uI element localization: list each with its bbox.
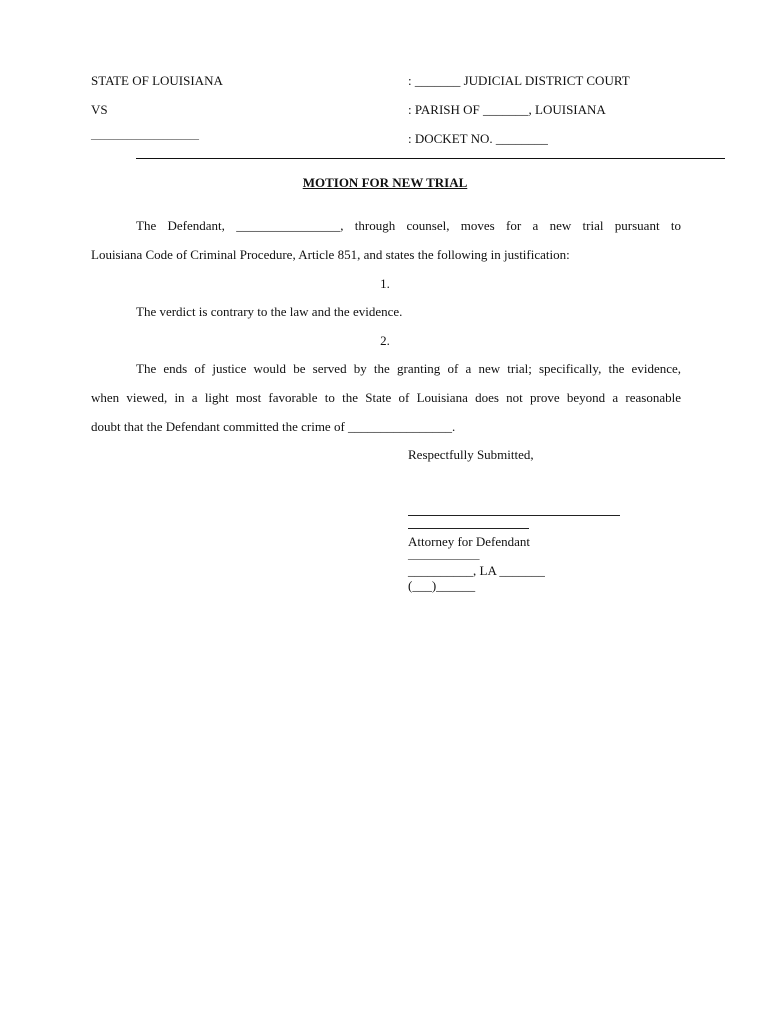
paragraph-number-2: 2. [380, 333, 390, 348]
document-title: MOTION FOR NEW TRIAL [302, 175, 468, 190]
address-city-state: __________, LA _______ [408, 563, 545, 578]
caption-docket: : DOCKET NO. ________ [408, 131, 548, 146]
caption-defendant-blank: ________________________ [91, 131, 199, 141]
point-1-text: The verdict is contrary to the law and the evidence. [136, 304, 403, 319]
address-street-blank: _____________ [408, 549, 480, 561]
caption-vs: VS [91, 102, 108, 117]
paragraph-number-1: 1. [380, 276, 390, 291]
point-2-line-2: when viewed, in a light most favorable to the State of Louisiana does not prove beyond a reasonable [91, 390, 681, 405]
signature-line [408, 515, 620, 516]
intro-line-1: The Defendant, ________________, through counsel, moves for a new trial pursuant to [136, 218, 681, 233]
caption-divider [136, 158, 725, 159]
point-2-line-3: doubt that the Defendant committed the crime of ________________. [91, 419, 456, 434]
closing-text: Respectfully Submitted, [408, 447, 534, 462]
attorney-role: Attorney for Defendant [408, 534, 531, 549]
caption-state: STATE OF LOUISIANA [91, 73, 223, 88]
caption-parish: : PARISH OF _______, LOUISIANA [408, 102, 606, 117]
attorney-name-line [408, 528, 529, 529]
intro-line-2: Louisiana Code of Criminal Procedure, Article 851, and states the following in justification: [91, 247, 570, 262]
point-2-line-1: The ends of justice would be served by the granting of a new trial; specifically, the evidence, [136, 361, 681, 376]
phone-number-blank: (___)______ [408, 578, 476, 593]
caption-court: : _______ JUDICIAL DISTRICT COURT [408, 73, 630, 88]
